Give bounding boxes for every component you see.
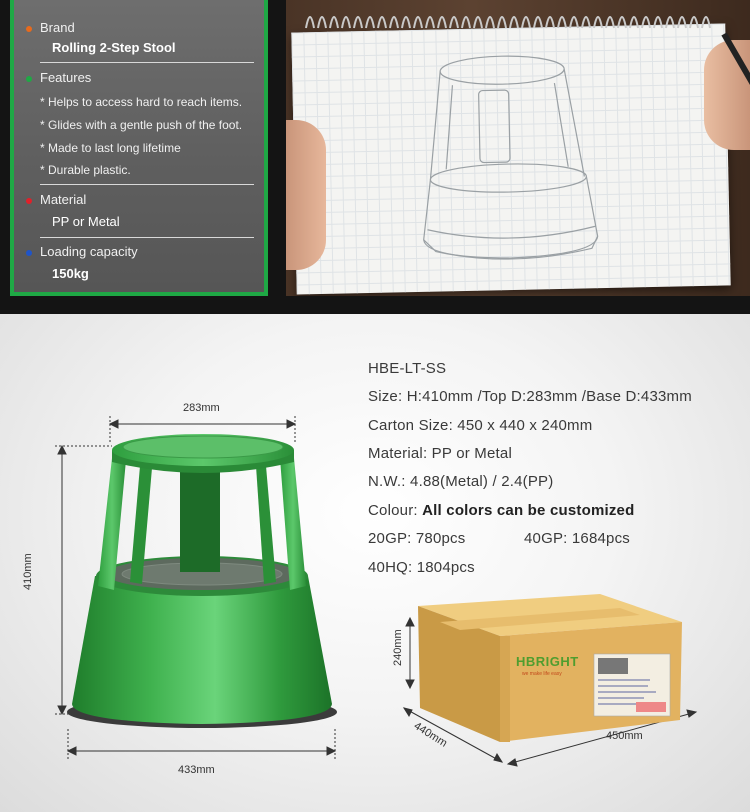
size-spec: Size: H:410mm /Top D:283mm /Base D:433mm: [368, 388, 692, 405]
feature-item: * Made to last long lifetime: [40, 141, 181, 155]
loading-dot-icon: [26, 250, 32, 256]
divider: [40, 237, 254, 238]
gp40-spec: 40GP: 1684pcs: [524, 530, 631, 547]
colour-spec: [368, 502, 634, 519]
stool-image: [0, 314, 360, 812]
features-dot-icon: [26, 76, 32, 82]
sketch-photo: [286, 0, 750, 296]
colour-value: All colors can be customized: [422, 502, 635, 519]
material-spec: Material: PP or Metal: [368, 445, 512, 462]
product-section: [0, 314, 750, 812]
model-number: HBE-LT-SS: [368, 360, 447, 377]
loading-value: 150kg: [52, 266, 89, 281]
feature-item: * Glides with a gentle push of the foot.: [40, 118, 243, 132]
dim-top-label: 283mm: [183, 402, 220, 414]
stool-sketch-icon: [291, 23, 730, 294]
hq40-spec: 40HQ: 1804pcs: [368, 559, 475, 576]
top-banner: [0, 0, 750, 314]
hand-right-icon: [704, 40, 750, 150]
colour-label: Colour:: [368, 502, 418, 519]
carton-depth-label: 440mm: [411, 720, 450, 750]
dim-base-label: 433mm: [178, 764, 215, 776]
material-dot-icon: [26, 198, 32, 204]
loading-label: Loading capacity: [40, 244, 138, 259]
nw-spec: N.W.: 4.88(Metal) / 2.4(PP): [368, 473, 554, 490]
hand-left-icon: [286, 120, 326, 270]
carton-height-label: 240mm: [392, 629, 404, 666]
carton-brand-logo: HBRIGHT: [516, 654, 579, 669]
brand-dot-icon: [26, 26, 32, 32]
divider: [40, 184, 254, 185]
carton-width-label: 450mm: [606, 730, 643, 742]
divider: [40, 62, 254, 63]
feature-item: * Helps to access hard to reach items.: [40, 95, 243, 109]
material-value: PP or Metal: [52, 214, 120, 229]
brand-value: Rolling 2-Step Stool: [52, 40, 176, 55]
features-label: Features: [40, 70, 92, 85]
gp20-spec: 20GP: 780pcs: [368, 530, 466, 547]
carton-image: [380, 582, 740, 812]
carton-spec: Carton Size: 450 x 440 x 240mm: [368, 417, 593, 434]
material-label: Material: [40, 192, 87, 207]
spec-panel: [10, 0, 268, 296]
dim-height-label: 410mm: [22, 553, 34, 590]
feature-item: * Durable plastic.: [40, 163, 131, 177]
carton-brand-tagline: we make life easy: [522, 671, 562, 677]
brand-label: Brand: [40, 20, 75, 35]
spiral-binding-icon: [296, 0, 716, 30]
sketch-pad: [291, 23, 730, 294]
